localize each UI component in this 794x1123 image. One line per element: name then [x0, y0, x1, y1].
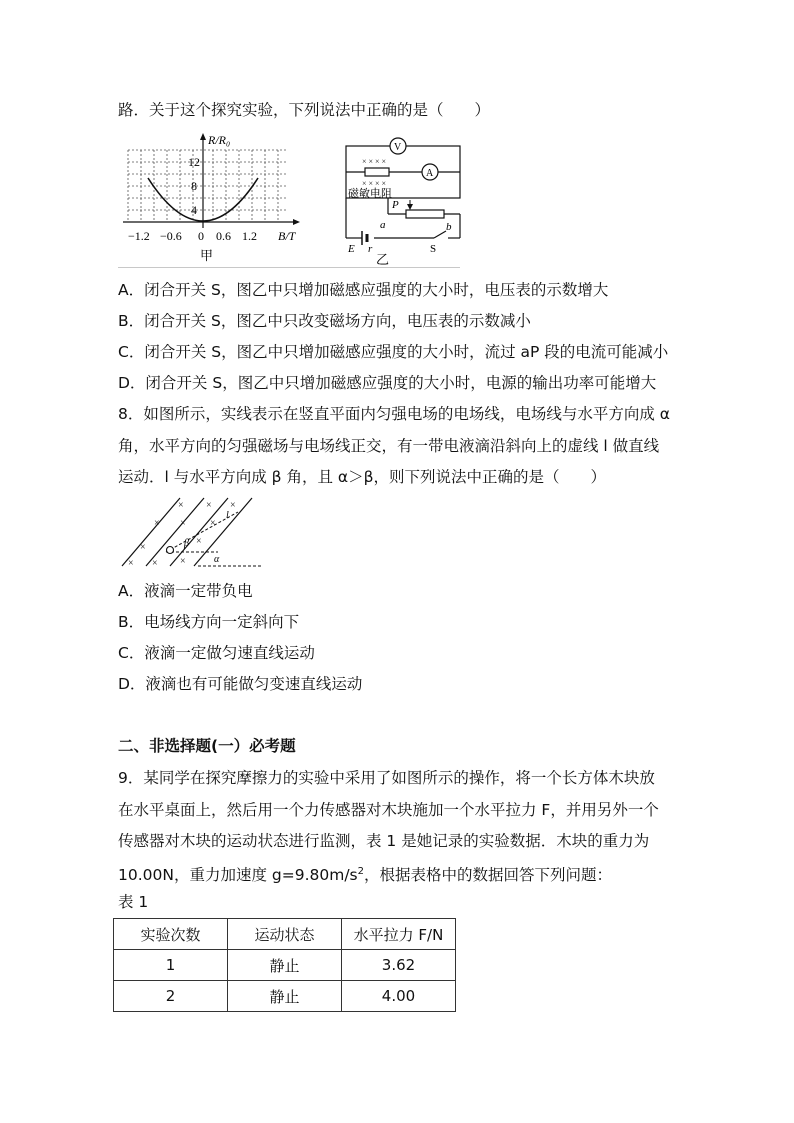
table-header-cell: 水平拉力 F/N — [342, 919, 456, 950]
svg-text:×: × — [206, 500, 212, 511]
angle-label-beta: β — [184, 538, 189, 549]
line-label-l: l — [226, 510, 229, 521]
x-tick-label: 0 — [198, 229, 204, 243]
question-8-text: 角，水平方向的匀强磁场与电场线正交，有一带电液滴沿斜向上的虚线 l 做直线 — [118, 437, 660, 455]
y-tick-label: 8 — [191, 179, 197, 193]
svg-text:×: × — [154, 518, 160, 529]
x-tick-label: 1.2 — [242, 229, 257, 243]
svg-text:×: × — [128, 558, 134, 569]
question-8-text: 运动．l 与水平方向成 β 角，且 α＞β，则下列说法中正确的是（ ） — [118, 468, 607, 486]
voltmeter-label: V — [394, 142, 402, 153]
figure-caption: 乙 — [376, 252, 390, 267]
svg-text:×: × — [140, 542, 146, 553]
table-row — [114, 981, 456, 1012]
svg-text:×: × — [210, 518, 216, 529]
option-b: B．闭合开关 S，图乙中只改变磁场方向，电压表的示数减小 — [118, 312, 531, 330]
x-tick-label: 0.6 — [216, 229, 231, 243]
svg-text:×: × — [196, 536, 202, 547]
question-9-text: 9．某同学在探究摩擦力的实验中采用了如图所示的操作，将一个长方体木块放 — [118, 769, 655, 787]
table-row — [114, 950, 456, 981]
figure-divider — [118, 267, 460, 268]
ammeter-label: A — [426, 168, 434, 179]
y-tick-label: 4 — [191, 203, 197, 217]
svg-text:×: × — [178, 500, 184, 511]
table-cell: 1 — [114, 950, 228, 981]
svg-text:×: × — [230, 500, 236, 511]
table-cell: 2 — [114, 981, 228, 1012]
svg-text:×: × — [152, 558, 158, 569]
slider-label-p: P — [392, 199, 399, 211]
table-header-cell: 运动状态 — [228, 919, 342, 950]
option-c: C．液滴一定做匀速直线运动 — [118, 644, 315, 662]
table-caption: 表 1 — [118, 893, 149, 911]
sensor-label: 磁敏电阻 — [348, 188, 392, 200]
option-a: A．液滴一定带负电 — [118, 582, 253, 600]
option-d: D．液滴也有可能做匀变速直线运动 — [118, 675, 363, 693]
table-cell: 4.00 — [342, 981, 456, 1012]
point-label-b: b — [446, 221, 452, 233]
figure-yi-circuit — [340, 128, 470, 270]
y-tick-label: 12 — [188, 155, 200, 169]
emf-label: E — [348, 243, 355, 255]
x-tick-label: −0.6 — [160, 229, 182, 243]
question-9-text-part: 10.00N，重力加速度 g=9.80m/s — [118, 866, 358, 885]
svg-text:×: × — [180, 556, 186, 567]
question-9-text: 在水平桌面上，然后用一个力传感器对木块施加一个水平拉力 F，并用另外一个 — [118, 801, 659, 819]
question-9-text-part: ，根据表格中的数据回答下列问题： — [364, 866, 613, 885]
question-8-text: 8．如图所示，实线表示在竖直平面内匀强电场的电场线，电场线与水平方向成 α — [118, 405, 671, 423]
x-axis-label: B/T — [278, 229, 296, 243]
switch-label: S — [430, 243, 437, 255]
svg-text:× × × ×: × × × × — [362, 157, 387, 166]
superscript: 2 — [357, 866, 365, 877]
section-title: 二、非选择题(一）必考题 — [118, 737, 296, 755]
question-9-text: 传感器对木块的运动状态进行监测，表 1 是她记录的实验数据．木块的重力为 — [118, 832, 650, 850]
question-intro-line: 路．关于这个探究实验，下列说法中正确的是（ ） — [118, 101, 491, 119]
table-cell: 静止 — [228, 981, 342, 1012]
option-d: D．闭合开关 S，图乙中只增加磁感应强度的大小时，电源的输出功率可能增大 — [118, 374, 657, 392]
table-cell: 静止 — [228, 950, 342, 981]
x-tick-label: −1.2 — [128, 229, 150, 243]
figure-jia-graph — [118, 128, 308, 270]
option-a: A．闭合开关 S，图乙中只增加磁感应强度的大小时，电压表的示数增大 — [118, 281, 609, 299]
table-header-row — [114, 919, 456, 950]
option-c: C．闭合开关 S，图乙中只增加磁感应强度的大小时，流过 aP 段的电流可能减小 — [118, 343, 669, 361]
point-label-a: a — [380, 219, 386, 231]
resistance-label: r — [368, 243, 373, 255]
svg-text:× × × ×: × × × × — [362, 179, 387, 188]
table-cell: 3.62 — [342, 950, 456, 981]
table-header-cell: 实验次数 — [114, 919, 228, 950]
figure-field-lines — [118, 494, 266, 572]
y-axis-label: R/R₀ — [208, 133, 231, 147]
option-b: B．电场线方向一定斜向下 — [118, 613, 300, 631]
svg-text:×: × — [180, 518, 186, 529]
question-9-text — [118, 862, 612, 885]
angle-label-alpha: α — [214, 554, 220, 565]
figure-caption: 甲 — [200, 248, 214, 263]
data-table — [113, 918, 456, 1012]
